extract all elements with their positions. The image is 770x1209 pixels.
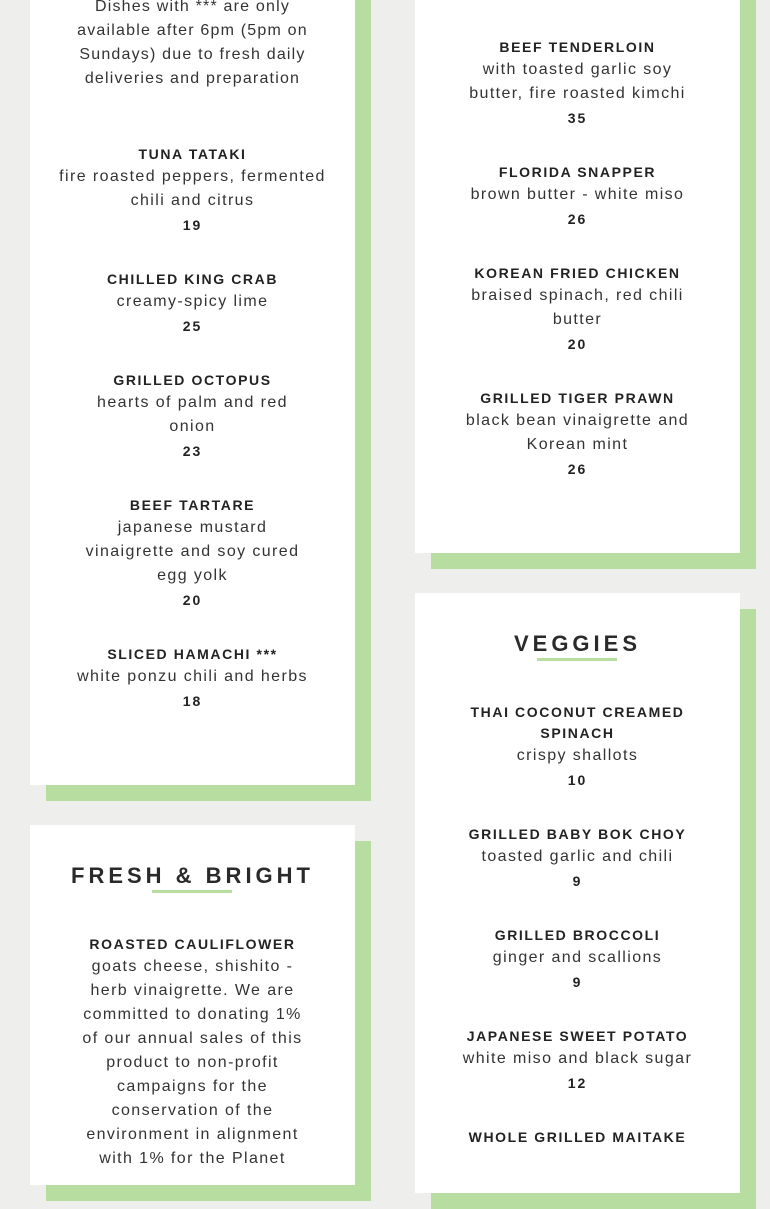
item-price: 18 — [182, 693, 203, 709]
title-underline — [152, 890, 232, 893]
availability-note: Dishes with *** are only available after 6pm (5pm on Sundays) due to fresh daily deliveries and preparation — [77, 0, 308, 87]
item-description: black bean vinaigrette and Korean mint — [465, 412, 690, 453]
menu-item — [30, 370, 355, 463]
item-price: 25 — [182, 318, 203, 334]
item-price: 19 — [182, 217, 203, 233]
menu-item — [415, 263, 740, 356]
menu-item — [30, 144, 355, 237]
menu-item — [415, 1127, 740, 1148]
item-price: 35 — [567, 110, 588, 126]
menu-item — [30, 934, 355, 1171]
item-price: 23 — [182, 443, 203, 459]
menu-card-fresh-bright — [30, 825, 355, 1185]
menu-item — [415, 925, 740, 994]
item-price: 12 — [567, 1075, 588, 1091]
item-name: SLICED HAMACHI *** — [107, 646, 278, 662]
menu-item — [30, 644, 355, 713]
item-description: braised spinach, red chili butter — [471, 287, 684, 328]
item-name: THAI COCONUT CREAMED SPINACH — [470, 704, 685, 741]
item-name: GRILLED BROCCOLI — [494, 927, 661, 943]
item-description: white ponzu chili and herbs — [77, 668, 308, 685]
item-description: white miso and black sugar — [462, 1050, 693, 1067]
item-name: KOREAN FRIED CHICKEN — [474, 265, 681, 281]
item-description: toasted garlic and chili — [481, 848, 674, 865]
item-name: JAPANESE SWEET POTATO — [466, 1028, 689, 1044]
item-price: 9 — [572, 873, 583, 889]
menu-item — [415, 162, 740, 231]
item-name: CHILLED KING CRAB — [106, 271, 279, 287]
item-description: hearts of palm and red onion — [97, 394, 288, 435]
item-price: 26 — [567, 211, 588, 227]
item-description: fire roasted peppers, fermented chili and citrus — [59, 168, 326, 209]
item-price: 20 — [182, 592, 203, 608]
item-name: FLORIDA SNAPPER — [498, 164, 657, 180]
section-title: FRESH & BRIGHT — [71, 863, 314, 888]
item-name: GRILLED OCTOPUS — [113, 372, 272, 388]
menu-card-veggies — [415, 593, 740, 1193]
item-description: crispy shallots — [516, 747, 639, 764]
menu-item — [415, 702, 740, 792]
item-description: goats cheese, shishito - herb vinaigrette. We are committed to donating 1% of our annual sales of this product to non-profit campaigns for the conservation of the environment in alignment with 1% for the Planet — [82, 958, 303, 1167]
item-name: ROASTED CAULIFLOWER — [89, 936, 296, 952]
item-description: brown butter - white miso — [470, 186, 685, 203]
item-description: with toasted garlic soy butter, fire roasted kimchi — [469, 61, 686, 102]
item-name: GRILLED BABY BOK CHOY — [468, 826, 687, 842]
item-name: WHOLE GRILLED MAITAKE — [468, 1129, 687, 1145]
menu-item — [415, 824, 740, 893]
item-price: 26 — [567, 461, 588, 477]
menu-item — [30, 269, 355, 338]
item-name: TUNA TATAKI — [138, 146, 247, 162]
item-description: ginger and scallions — [492, 949, 663, 966]
item-name: BEEF TARTARE — [129, 497, 256, 513]
menu-item — [30, 495, 355, 612]
section-title: VEGGIES — [513, 631, 642, 656]
item-price: 20 — [567, 336, 588, 352]
menu-item — [415, 388, 740, 481]
menu-item — [415, 37, 740, 130]
item-price: 9 — [572, 974, 583, 990]
item-description: japanese mustard vinaigrette and soy cured egg yolk — [85, 519, 300, 584]
item-price: 10 — [567, 772, 588, 788]
item-name: GRILLED TIGER PRAWN — [480, 390, 675, 406]
menu-item — [415, 1026, 740, 1095]
title-underline — [537, 658, 617, 661]
menu-card-left-top — [30, 0, 355, 785]
item-description: creamy-spicy lime — [116, 293, 269, 310]
item-name: BEEF TENDERLOIN — [499, 39, 656, 55]
menu-card-right-top — [415, 0, 740, 553]
